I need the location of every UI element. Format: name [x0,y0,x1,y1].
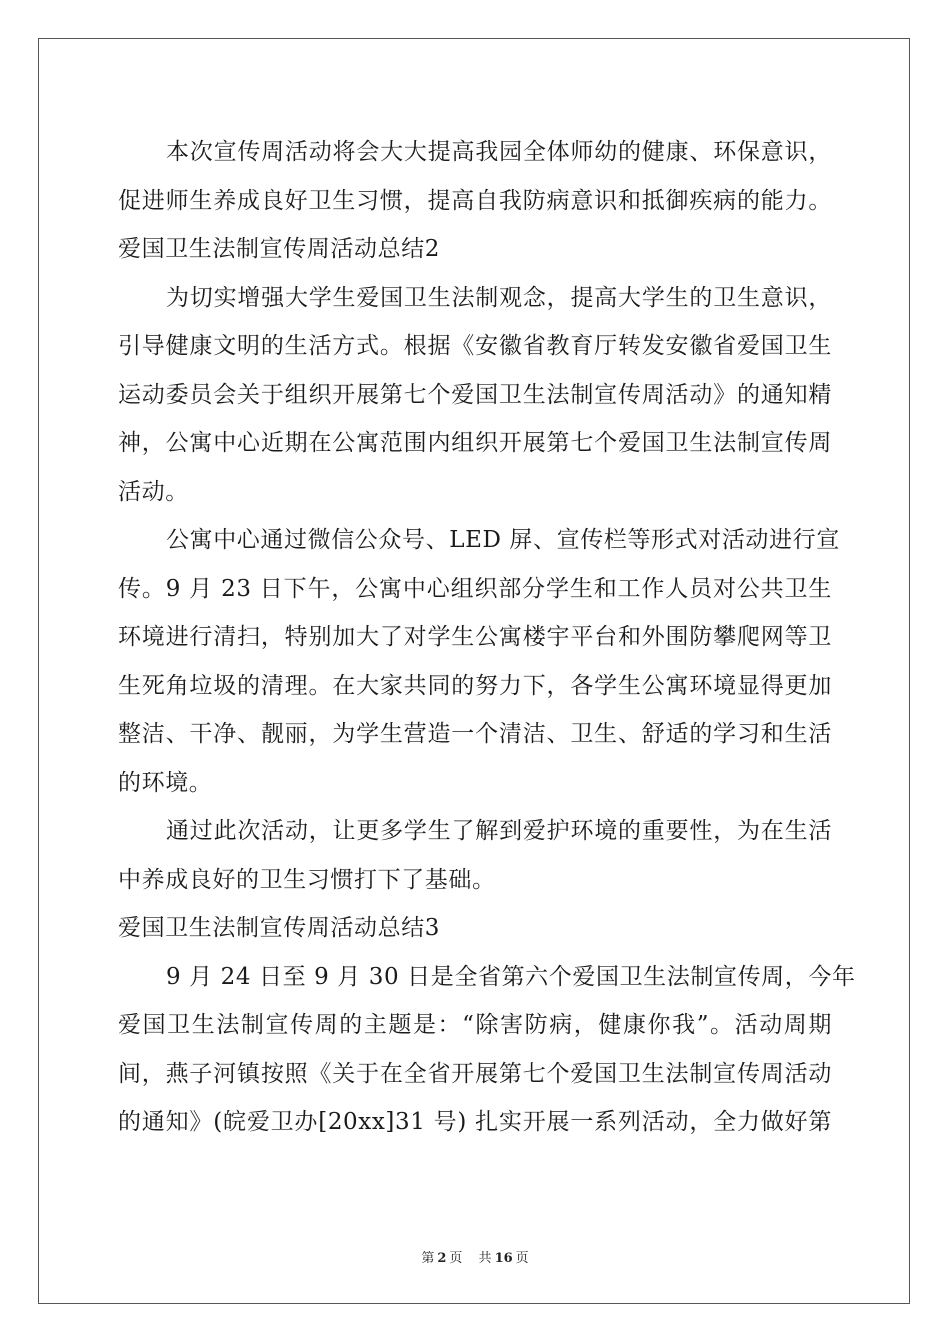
text-line-6: 运动委员会关于组织开展第七个爱国卫生法制宣传周活动》的通知精 [118,381,832,408]
text-line-19: 爱国卫生法制宣传周的主题是：“除害防病，健康你我”。活动周期 [118,1012,832,1038]
text-line-14: 的环境。 [118,769,213,796]
text-line-2: 促进师生养成良好卫生习惯，提高自我防病意识和抵御疾病的能力。 [118,187,832,214]
text-line-15: 通过此次活动，让更多学生了解到爱护环境的重要性，为在生活 [166,818,832,844]
text-line-18: 9 月 24 日至 9 月 30 日是全省第六个爱国卫生法制宣传周，今年 [166,963,856,990]
text-line-4: 为切实增强大学生爱国卫生法制观念，提高大学生的卫生意识， [166,284,832,311]
text-line-16: 中养成良好的卫生习惯打下了基础。 [118,866,496,893]
text-line-10: 传。9 月 23 日下午，公寓中心组织部分学生和工作人员对公共卫生 [118,575,832,602]
document-body [118,128,856,1147]
total-suffix: 页 [515,1251,529,1266]
page-footer [0,1247,950,1266]
text-line-21: 的通知》(皖爱卫办[20xx]31 号) 扎实开展一系列活动，全力做好第 [118,1109,832,1135]
total-prefix: 共 [478,1251,492,1266]
page-current: 2 [437,1251,447,1266]
text-line-20: 间，燕子河镇按照《关于在全省开展第七个爱国卫生法制宣传周活动 [118,1060,832,1087]
text-line-11: 环境进行清扫，特别加大了对学生公寓楼宇平台和外围防攀爬网等卫 [118,624,832,650]
page-suffix: 页 [449,1251,463,1266]
text-line-12: 生死角垃圾的清理。在大家共同的努力下，各学生公寓环境显得更加 [118,672,832,699]
text-line-9: 公寓中心通过微信公众号、LED 屏、宣传栏等形式对活动进行宣 [166,527,840,553]
page-prefix: 第 [421,1251,435,1266]
section-heading-2: 爱国卫生法制宣传周活动总结2 [118,236,441,262]
text-line-13: 整洁、干净、靓丽，为学生营造一个清洁、卫生、舒适的学习和生活 [118,721,832,747]
text-line-1: 本次宣传周活动将会大大提高我园全体师幼的健康、环保意识， [166,139,832,165]
section-heading-3: 爱国卫生法制宣传周活动总结3 [118,915,441,941]
page-total [476,1251,532,1266]
page-number [418,1251,465,1266]
text-line-7: 神，公寓中心近期在公寓范围内组织开展第七个爱国卫生法制宣传周 [118,430,832,456]
total-count: 16 [494,1251,513,1266]
text-line-8: 活动。 [118,478,189,505]
text-line-5: 引导健康文明的生活方式。根据《安徽省教育厅转发安徽省爱国卫生 [118,333,832,359]
